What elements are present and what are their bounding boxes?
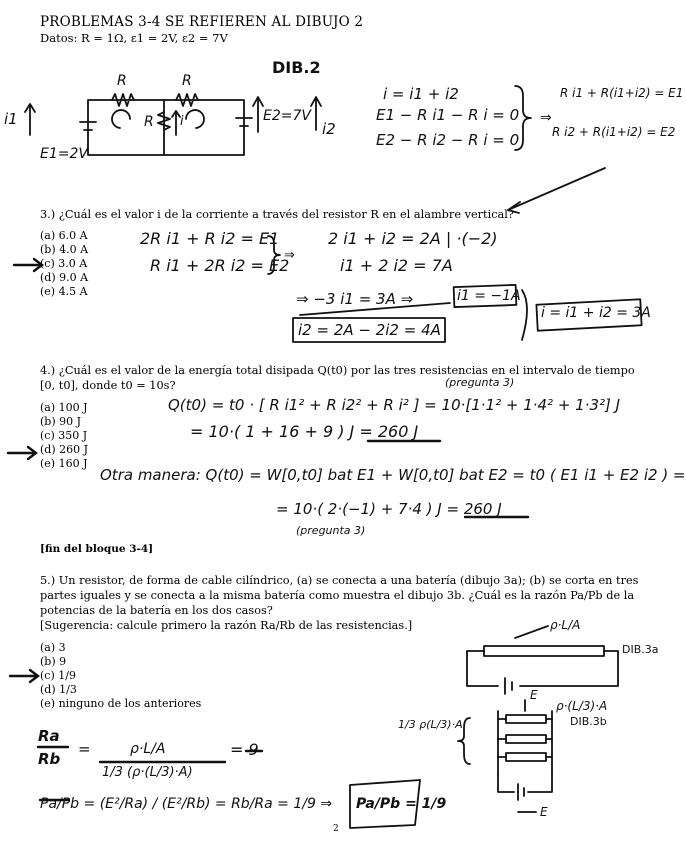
option: (b) 90 J [40, 415, 82, 428]
question-4-text: 4.) ¿Cuál es el valor de la energía total disipada Q(t0) por las tres resistencias en el intervalo de tiempo [40, 364, 635, 377]
equation: E1 − R i1 − R i = 0 [376, 106, 520, 124]
ratio-denominator: Rb [38, 750, 61, 768]
ratio-numerator: Ra [38, 727, 60, 745]
equation: R i1 + R(i1+i2) = E1 [560, 86, 684, 100]
option: (e) 4.5 A [40, 285, 88, 298]
question-5-text: partes iguales y se conecta a la misma batería como muestra el dibujo 3b. ¿Cuál es la razón Pa/Pb de la [40, 589, 635, 602]
working-line: Pa/Pb = (E²/Ra) / (E²/Rb) = Rb/Ra = 1/9 ⇒ [40, 796, 333, 812]
working-line: Q(t0) = t0 · [ R i1² + R i2² + R i² ] = 10·[1·1² + 1·4² + 1·3²] J [168, 396, 621, 414]
given-data: Datos: R = 1Ω, ε1 = 2V, ε2 = 7V [40, 31, 228, 45]
circuit-diagram-3b [458, 700, 552, 812]
working-line: ⇒ −3 i1 = 3A ⇒ [296, 290, 414, 308]
result-box: i1 = −1A [457, 288, 521, 304]
block-end: [fin del bloque 3-4] [40, 543, 154, 555]
emf-label: E1=2V [40, 146, 88, 162]
current-label: i1 [4, 110, 18, 128]
option: (b) 9 [40, 655, 67, 668]
question-5-text: potencias de la batería en los dos casos? [40, 604, 273, 617]
equals: = [78, 740, 91, 758]
option: (a) 3 [40, 641, 66, 654]
dib2-label: DIB.2 [272, 58, 321, 77]
working-line: i1 + 2 i2 = 7A [340, 256, 453, 275]
option: (e) 160 J [40, 457, 88, 470]
resistor-label: R [117, 73, 127, 89]
working-line: ρ·L/A [130, 741, 166, 757]
equation: E2 − R i2 − R i = 0 [376, 131, 520, 149]
working-line: 2 i1 + i2 = 2A | ·(−2) [328, 229, 498, 248]
option: (c) 350 J [40, 429, 88, 442]
page-number: 2 [333, 824, 339, 834]
question-4-options [40, 401, 88, 471]
option: (d) 1/3 [40, 683, 77, 696]
result-box: i2 = 2A − 2i2 = 4A [298, 321, 441, 339]
circuit-diagram-3a [467, 626, 618, 694]
equation: i = i1 + i2 [383, 85, 459, 103]
question-3-text: 3.) ¿Cuál es el valor i de la corriente a través del resistor R en el alambre vertical? [40, 208, 514, 221]
resistance-label: ρ·L/A [550, 618, 581, 632]
question-5-hint: [Sugerencia: calcule primero la razón Ra/Rb de las resistencias.] [40, 619, 413, 632]
annotation: (pregunta 3) [445, 376, 515, 389]
equation-arrow: ⇒ [540, 110, 552, 126]
result-box: i = i1 + i2 = 3A [541, 305, 651, 321]
emf-label: E2=7V [263, 108, 311, 124]
option: (c) 3.0 A [40, 257, 88, 270]
question-4-text: [0, t0], donde t0 = 10s? [40, 379, 176, 392]
option: (d) 9.0 A [40, 271, 89, 284]
current-label: i [180, 114, 184, 129]
resistance-label: ρ·(L/3)·A [556, 699, 608, 713]
option: (d) 260 J [40, 443, 89, 456]
working-line: R i1 + 2R i2 = E2 [150, 256, 290, 275]
emf-label: E [540, 805, 548, 819]
working-line: = 10·( 1 + 16 + 9 ) J = 260 J [190, 422, 419, 441]
option: (a) 6.0 A [40, 229, 88, 242]
resistor-label: R [182, 73, 192, 89]
resistor-label: R [144, 114, 154, 130]
working-line: Otra manera: Q(t0) = W[0,t0] bat E1 + W[0,t0] bat E2 = t0 ( E1 i1 + E2 i2 ) = [100, 466, 686, 484]
equation: R i2 + R(i1+i2) = E2 [552, 125, 676, 139]
option: (c) 1/9 [40, 669, 76, 682]
working-line: 1/3 (ρ·(L/3)·A) [102, 765, 193, 780]
equation-arrow: ⇒ [284, 248, 295, 263]
question-3-options [40, 229, 88, 299]
current-label: i2 [322, 120, 336, 138]
emf-label: E [530, 688, 538, 702]
working-line: = 9 [230, 740, 259, 759]
dib3a-label: DIB.3a [622, 643, 659, 656]
option: (b) 4.0 A [40, 243, 89, 256]
question-5-options [40, 641, 201, 711]
option: (e) ninguno de los anteriores [40, 697, 202, 710]
working-line: 2R i1 + R i2 = E1 [140, 229, 280, 248]
resistance-label: 1/3 ρ(L/3)·A [398, 718, 463, 731]
result-box: Pa/Pb = 1/9 [356, 796, 447, 812]
question-5-text: 5.) Un resistor, de forma de cable cilíndrico, (a) se conecta a una batería (dibujo 3a); (b) se corta en tres [40, 574, 639, 587]
page-title: PROBLEMAS 3-4 SE REFIEREN AL DIBUJO 2 [40, 14, 364, 30]
working-line: = 10·( 2·(−1) + 7·4 ) J = 260 J [276, 500, 502, 518]
option: (a) 100 J [40, 401, 88, 414]
annotation: (pregunta 3) [296, 524, 366, 537]
dib3b-label: DIB.3b [570, 715, 607, 728]
